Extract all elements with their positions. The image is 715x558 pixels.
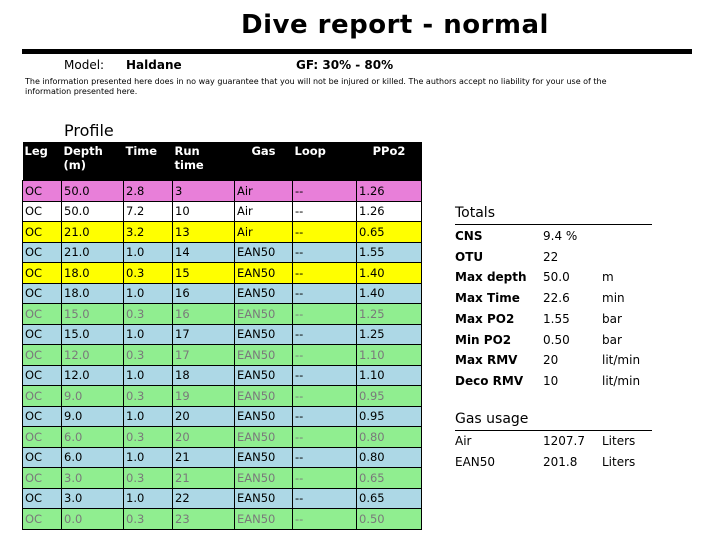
totals-label: OTU <box>455 249 484 264</box>
cell-loop: -- <box>293 406 357 427</box>
cell-time: 1.0 <box>124 283 173 304</box>
cell-ppo2: 1.26 <box>357 181 422 202</box>
table-row <box>23 263 422 284</box>
cell-ppo2: 0.65 <box>357 222 422 243</box>
profile-header-row <box>23 142 422 181</box>
cell-depth: 18.0 <box>62 283 124 304</box>
cell-leg: OC <box>23 488 62 509</box>
disclaimer: The information presented here does in no way guarantee that you will not be injured or killed. The authors accept no liability for your use of the information presented here. <box>25 77 607 96</box>
cell-leg: OC <box>23 447 62 468</box>
cell-time: 0.3 <box>124 304 173 325</box>
table-row <box>23 242 422 263</box>
cell-run: 20 <box>173 427 235 448</box>
totals-row <box>455 309 655 329</box>
cell-depth: 15.0 <box>62 324 124 345</box>
cell-gas: EAN50 <box>235 365 293 386</box>
totals-row <box>455 267 655 287</box>
cell-depth: 6.0 <box>62 447 124 468</box>
cell-depth: 9.0 <box>62 386 124 407</box>
table-row <box>23 447 422 468</box>
gas-usage-row <box>455 452 655 472</box>
cell-ppo2: 0.50 <box>357 509 422 530</box>
cell-time: 0.3 <box>124 427 173 448</box>
cell-loop: -- <box>293 181 357 202</box>
cell-loop: -- <box>293 324 357 345</box>
cell-loop: -- <box>293 283 357 304</box>
model-label: Model: <box>64 58 105 72</box>
cell-gas: EAN50 <box>235 509 293 530</box>
totals-unit: bar <box>602 332 622 347</box>
gas-usage-unit: Liters <box>602 434 636 448</box>
totals-label: Max Time <box>455 291 520 306</box>
cell-time: 0.3 <box>124 509 173 530</box>
totals-value: 22.6 <box>543 291 570 306</box>
totals-value: 10 <box>543 373 559 388</box>
cell-ppo2: 1.10 <box>357 345 422 366</box>
table-row <box>23 509 422 530</box>
cell-gas: EAN50 <box>235 468 293 489</box>
cell-leg: OC <box>23 201 62 222</box>
cell-run: 17 <box>173 324 235 345</box>
table-row <box>23 386 422 407</box>
table-row <box>23 345 422 366</box>
cell-depth: 12.0 <box>62 345 124 366</box>
cell-time: 1.0 <box>124 365 173 386</box>
cell-leg: OC <box>23 181 62 202</box>
cell-depth: 15.0 <box>62 304 124 325</box>
cell-ppo2: 1.55 <box>357 242 422 263</box>
cell-leg: OC <box>23 509 62 530</box>
totals-value: 9.4 % <box>543 229 578 243</box>
totals-value: 20 <box>543 353 559 368</box>
totals-unit: min <box>602 291 625 306</box>
cell-depth: 50.0 <box>62 181 124 202</box>
cell-depth: 21.0 <box>62 222 124 243</box>
cell-loop: -- <box>293 263 357 284</box>
cell-time: 0.3 <box>124 345 173 366</box>
cell-gas: Air <box>235 181 293 202</box>
gas-usage-amount: 201.8 <box>543 455 578 469</box>
cell-ppo2: 1.10 <box>357 365 422 386</box>
cell-time: 1.0 <box>124 447 173 468</box>
cell-loop: -- <box>293 386 357 407</box>
cell-run: 21 <box>173 468 235 489</box>
cell-leg: OC <box>23 365 62 386</box>
cell-depth: 9.0 <box>62 406 124 427</box>
header-ppo2: PPo2 <box>357 142 422 181</box>
cell-run: 16 <box>173 304 235 325</box>
cell-time: 0.3 <box>124 263 173 284</box>
cell-loop: -- <box>293 509 357 530</box>
totals-label: CNS <box>455 229 483 243</box>
cell-leg: OC <box>23 427 62 448</box>
header-loop: Loop <box>293 142 357 181</box>
table-row <box>23 222 422 243</box>
cell-loop: -- <box>293 222 357 243</box>
cell-loop: -- <box>293 304 357 325</box>
cell-time: 1.0 <box>124 488 173 509</box>
gradient-factors: GF: 30% - 80% <box>296 58 394 72</box>
cell-loop: -- <box>293 242 357 263</box>
header-leg: Leg <box>23 142 62 181</box>
totals-row <box>455 350 655 370</box>
totals-divider <box>455 224 652 225</box>
cell-leg: OC <box>23 263 62 284</box>
totals-value: 50.0 <box>543 270 570 285</box>
table-row <box>23 365 422 386</box>
totals-row <box>455 226 655 246</box>
cell-time: 1.0 <box>124 324 173 345</box>
cell-ppo2: 1.26 <box>357 201 422 222</box>
cell-depth: 3.0 <box>62 488 124 509</box>
totals-label: Deco RMV <box>455 373 524 388</box>
totals-row <box>455 288 655 308</box>
cell-time: 1.0 <box>124 242 173 263</box>
cell-time: 2.8 <box>124 181 173 202</box>
cell-gas: EAN50 <box>235 406 293 427</box>
cell-gas: EAN50 <box>235 427 293 448</box>
cell-ppo2: 0.95 <box>357 406 422 427</box>
cell-gas: Air <box>235 201 293 222</box>
cell-ppo2: 0.80 <box>357 427 422 448</box>
cell-time: 0.3 <box>124 386 173 407</box>
cell-depth: 6.0 <box>62 427 124 448</box>
totals-value: 0.50 <box>543 332 570 347</box>
totals-unit: m <box>602 270 614 285</box>
cell-depth: 3.0 <box>62 468 124 489</box>
totals-value: 1.55 <box>543 311 570 326</box>
cell-run: 15 <box>173 263 235 284</box>
gas-usage-gas: EAN50 <box>455 455 496 469</box>
title-divider <box>22 49 692 54</box>
table-row <box>23 427 422 448</box>
cell-run: 10 <box>173 201 235 222</box>
gas-usage-unit: Liters <box>602 455 636 469</box>
cell-time: 3.2 <box>124 222 173 243</box>
cell-gas: EAN50 <box>235 263 293 284</box>
cell-depth: 12.0 <box>62 365 124 386</box>
cell-ppo2: 1.25 <box>357 324 422 345</box>
cell-leg: OC <box>23 406 62 427</box>
cell-depth: 50.0 <box>62 201 124 222</box>
cell-loop: -- <box>293 365 357 386</box>
totals-value: 22 <box>543 249 559 264</box>
table-row <box>23 324 422 345</box>
cell-gas: EAN50 <box>235 283 293 304</box>
cell-time: 7.2 <box>124 201 173 222</box>
table-row <box>23 181 422 202</box>
cell-leg: OC <box>23 324 62 345</box>
table-row <box>23 201 422 222</box>
cell-run: 23 <box>173 509 235 530</box>
cell-gas: EAN50 <box>235 304 293 325</box>
cell-run: 22 <box>173 488 235 509</box>
table-row <box>23 406 422 427</box>
cell-loop: -- <box>293 488 357 509</box>
cell-leg: OC <box>23 222 62 243</box>
cell-ppo2: 1.40 <box>357 283 422 304</box>
totals-label: Min PO2 <box>455 332 512 347</box>
cell-ppo2: 1.40 <box>357 263 422 284</box>
table-row <box>23 488 422 509</box>
table-row <box>23 283 422 304</box>
cell-ppo2: 1.25 <box>357 304 422 325</box>
cell-ppo2: 0.95 <box>357 386 422 407</box>
cell-loop: -- <box>293 345 357 366</box>
cell-leg: OC <box>23 242 62 263</box>
cell-time: 0.3 <box>124 468 173 489</box>
header-run-time: Run time <box>173 142 235 181</box>
profile-title: Profile <box>64 121 114 140</box>
totals-label: Max RMV <box>455 353 518 368</box>
cell-depth: 21.0 <box>62 242 124 263</box>
gas-usage-title: Gas usage <box>455 411 529 427</box>
cell-ppo2: 0.65 <box>357 488 422 509</box>
cell-run: 13 <box>173 222 235 243</box>
totals-label: Max PO2 <box>455 311 515 326</box>
table-row <box>23 468 422 489</box>
cell-loop: -- <box>293 447 357 468</box>
cell-gas: EAN50 <box>235 488 293 509</box>
cell-depth: 0.0 <box>62 509 124 530</box>
totals-label: Max depth <box>455 270 527 285</box>
cell-gas: Air <box>235 222 293 243</box>
cell-run: 21 <box>173 447 235 468</box>
cell-leg: OC <box>23 283 62 304</box>
cell-depth: 18.0 <box>62 263 124 284</box>
cell-ppo2: 0.80 <box>357 447 422 468</box>
cell-time: 1.0 <box>124 406 173 427</box>
cell-run: 19 <box>173 386 235 407</box>
cell-loop: -- <box>293 468 357 489</box>
cell-loop: -- <box>293 201 357 222</box>
cell-gas: EAN50 <box>235 447 293 468</box>
profile-table <box>22 142 422 530</box>
table-row <box>23 304 422 325</box>
cell-run: 3 <box>173 181 235 202</box>
cell-run: 16 <box>173 283 235 304</box>
cell-loop: -- <box>293 427 357 448</box>
totals-row <box>455 330 655 350</box>
cell-gas: EAN50 <box>235 345 293 366</box>
cell-gas: EAN50 <box>235 242 293 263</box>
totals-row <box>455 371 655 391</box>
totals-row <box>455 247 655 267</box>
cell-gas: EAN50 <box>235 386 293 407</box>
cell-leg: OC <box>23 304 62 325</box>
gas-usage-row <box>455 431 655 451</box>
totals-unit: lit/min <box>602 353 641 368</box>
cell-run: 14 <box>173 242 235 263</box>
header-gas: Gas <box>235 142 293 181</box>
model-value: Haldane <box>126 58 182 72</box>
cell-leg: OC <box>23 468 62 489</box>
cell-ppo2: 0.65 <box>357 468 422 489</box>
gas-usage-gas: Air <box>455 434 472 448</box>
cell-gas: EAN50 <box>235 324 293 345</box>
report-title: Dive report - normal <box>241 10 549 40</box>
totals-unit: bar <box>602 311 622 326</box>
header-time: Time <box>124 142 173 181</box>
cell-run: 20 <box>173 406 235 427</box>
totals-unit: lit/min <box>602 373 641 388</box>
cell-run: 17 <box>173 345 235 366</box>
totals-title: Totals <box>455 205 495 221</box>
gas-usage-amount: 1207.7 <box>543 434 585 448</box>
cell-run: 18 <box>173 365 235 386</box>
cell-leg: OC <box>23 345 62 366</box>
cell-leg: OC <box>23 386 62 407</box>
header-depth: Depth (m) <box>62 142 124 181</box>
